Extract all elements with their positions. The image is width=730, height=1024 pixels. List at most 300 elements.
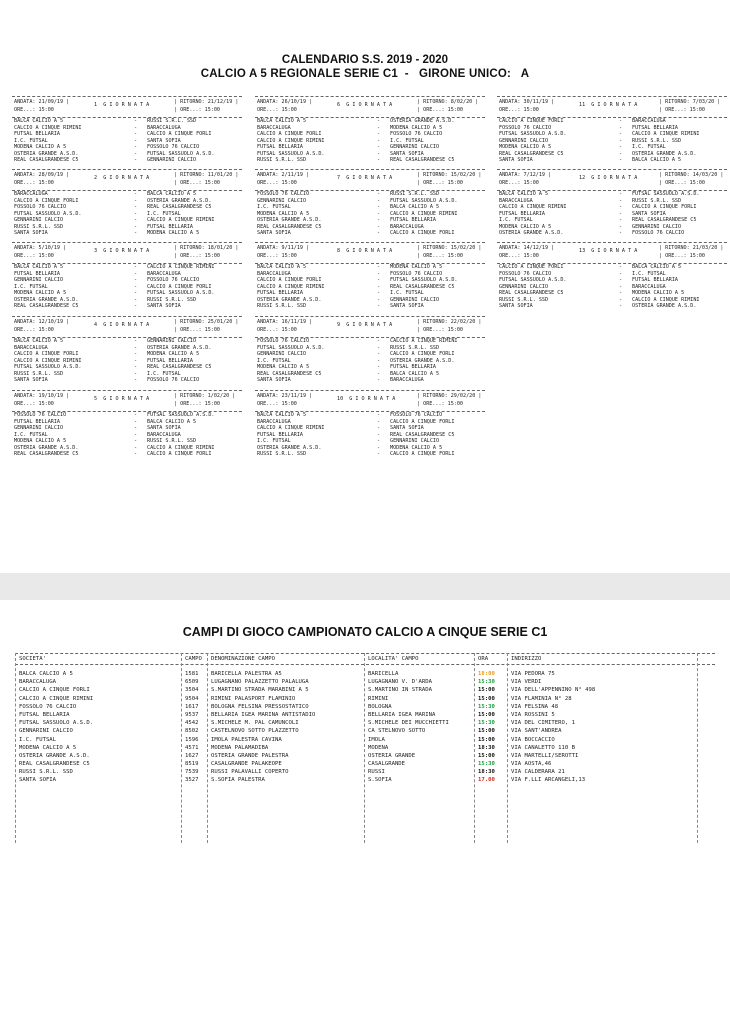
- away-team: FOSSOLO 76 CALCIO: [390, 412, 443, 418]
- home-team: REAL CASALGRANDESE C5: [499, 150, 564, 157]
- away-team: REAL CASALGRANDESE C5: [147, 364, 212, 370]
- column-divider: [364, 653, 365, 843]
- home-team: OSTERIA GRANDE A.S.D.: [14, 296, 79, 303]
- away-team: BARACCALUGA: [147, 431, 181, 438]
- away-team: BALCA CALCIO A 5: [390, 204, 440, 210]
- societa-cell: CALCIO A CINQUE RIMINI: [19, 695, 94, 702]
- match-row: [497, 157, 729, 164]
- match-dash: -: [134, 204, 138, 210]
- match-dash: -: [134, 283, 138, 290]
- match-dash: -: [134, 230, 138, 236]
- indirizzo-cell: VIA PEDORA 75: [511, 671, 555, 677]
- home-team: FOSSOLO 76 CALCIO: [257, 338, 310, 344]
- match-dash: -: [619, 204, 623, 210]
- match-list: [12, 118, 244, 164]
- indirizzo-cell: VIA FLAMINIA N° 28: [511, 695, 572, 702]
- localita-cell: CASALGRANDE: [368, 761, 406, 768]
- table-row: [15, 703, 715, 711]
- away-team: SANTA SOFIA: [147, 425, 181, 431]
- giornata-label: 10 G I O R N A T A: [337, 396, 396, 402]
- home-team: MODENA CALCIO A 5: [257, 364, 310, 370]
- round-block: [253, 169, 487, 241]
- ora-cell: 17.00: [478, 777, 495, 784]
- match-dash: -: [377, 124, 381, 131]
- away-team: BARACCALUGA: [632, 283, 666, 290]
- societa-cell: I.C. FUTSAL: [19, 736, 57, 743]
- away-team: RUSSI S.R.L. SSD: [390, 344, 440, 351]
- away-team: REAL CASALGRANDESE C5: [390, 283, 455, 290]
- match-dash: -: [134, 451, 138, 457]
- home-team: REAL CASALGRANDESE C5: [257, 223, 322, 230]
- table-header: [15, 653, 715, 665]
- campo-cell: 4542: [185, 720, 199, 727]
- away-team: FUTSAL BELLARIA: [632, 277, 679, 283]
- giornata-label: 11 G I O R N A T A: [579, 102, 638, 108]
- giornata-label: 4 G I O R N A T A: [94, 322, 150, 328]
- ritorno-time: | ORE...: 15:00: [659, 253, 706, 259]
- ritorno-date: | RITORNO: 8/02/20 |: [417, 99, 479, 105]
- campo-cell: 3504: [185, 687, 199, 694]
- ora-cell: 15:30: [478, 720, 495, 727]
- away-team: FUTSAL BELLARIA: [147, 357, 194, 364]
- home-team: OSTERIA GRANDE A.S.D.: [499, 230, 564, 236]
- home-team: OSTERIA GRANDE A.S.D.: [257, 444, 322, 451]
- denominazione-cell: S.SOFIA PALESTRA: [211, 777, 265, 784]
- home-team: GENNARINI CALCIO: [257, 197, 307, 204]
- home-team: BALCA CALCIO A 5: [257, 264, 307, 270]
- match-dash: -: [134, 150, 138, 157]
- localita-cell: S.SOFIA: [368, 777, 392, 784]
- round-header: [497, 242, 727, 264]
- home-team: FUTSAL BELLARIA: [257, 290, 304, 296]
- calendar-title: CALENDARIO S.S. 2019 - 2020: [281, 54, 449, 66]
- match-dash: -: [377, 191, 381, 197]
- societa-cell: FUTSAL SASSUOLO A.S.D.: [19, 720, 94, 727]
- home-team: FOSSOLO 76 CALCIO: [14, 412, 67, 418]
- away-team: REAL CASALGRANDESE C5: [390, 157, 455, 163]
- campo-cell: 9537: [185, 711, 199, 718]
- match-dash: -: [377, 144, 381, 150]
- andata-date: ANDATA: 21/09/19 |: [14, 99, 70, 105]
- table-row: [15, 695, 715, 703]
- away-team: RUSSI S.R.L. SSD: [147, 438, 197, 444]
- giornata-label: 6 G I O R N A T A: [337, 102, 393, 108]
- home-team: FUTSAL SASSUOLO A.S.D.: [257, 344, 325, 351]
- home-team: BALCA CALCIO A 5: [14, 338, 64, 344]
- denominazione-cell: BELLARIA IGEA MARINA ANTISTADIO: [211, 711, 316, 718]
- round-header: [255, 96, 485, 118]
- home-team: CALCIO A CINQUE RIMINI: [499, 204, 567, 210]
- match-dash: -: [134, 277, 138, 283]
- denominazione-cell: RUSSI PALAVALLI COPERTO: [211, 769, 289, 776]
- home-team: BARACCALUGA: [14, 344, 48, 351]
- round-header: [255, 169, 485, 191]
- away-team: REAL CASALGRANDESE C5: [147, 204, 212, 210]
- ritorno-date: | RITORNO: 1/02/20 |: [174, 393, 236, 399]
- away-team: BARACCALUGA: [632, 118, 666, 124]
- match-dash: -: [619, 283, 623, 290]
- table-body: [15, 670, 715, 785]
- giornata-label: 1 G I O R N A T A: [94, 102, 150, 108]
- round-header: [497, 169, 727, 191]
- andata-time: ORE...: 15:00: [257, 107, 297, 113]
- header-ora: ORA: [478, 656, 489, 662]
- match-dash: -: [619, 303, 623, 309]
- home-team: OSTERIA GRANDE A.S.D.: [14, 150, 79, 157]
- home-team: CALCIO A CINQUE RIMINI: [14, 124, 82, 131]
- round-block: [10, 96, 244, 168]
- societa-cell: RUSSI S.R.L. SSD: [19, 769, 73, 776]
- round-block: [495, 169, 729, 241]
- home-team: I.C. FUTSAL: [14, 431, 48, 438]
- home-team: I.C. FUTSAL: [257, 438, 291, 444]
- campo-cell: 4571: [185, 744, 199, 751]
- localita-cell: S.MICHELE DEI MUCCHIETTI: [368, 720, 449, 727]
- home-team: FUTSAL BELLARIA: [14, 418, 61, 425]
- home-team: REAL CASALGRANDESE C5: [14, 451, 79, 457]
- ora-cell: 15:00: [478, 728, 495, 735]
- andata-time: ORE...: 15:00: [14, 253, 54, 259]
- home-team: I.C. FUTSAL: [257, 357, 291, 364]
- fields-title: CAMPI DI GIOCO CAMPIONATO CALCIO A CINQUE SERIE C1: [182, 625, 548, 639]
- match-dash: -: [377, 296, 381, 303]
- away-team: FUTSAL SASSUOLO A.S.D.: [632, 191, 700, 197]
- societa-cell: GENNARINI CALCIO: [19, 728, 73, 735]
- match-list: [497, 264, 729, 310]
- home-team: SANTA SOFIA: [257, 230, 291, 236]
- away-team: OSTERIA GRANDE A.S.D.: [147, 197, 212, 204]
- table-row: [15, 760, 715, 768]
- campo-cell: 9504: [185, 695, 199, 702]
- round-block: [10, 316, 244, 388]
- match-dash: -: [377, 290, 381, 296]
- home-team: REAL CASALGRANDESE C5: [257, 370, 322, 377]
- campo-cell: 8519: [185, 761, 199, 768]
- away-team: BARACCALUGA: [147, 270, 181, 277]
- campo-cell: 1596: [185, 736, 199, 743]
- match-dash: -: [619, 210, 623, 217]
- away-team: FUTSAL BELLARIA: [632, 124, 679, 131]
- match-list: [497, 118, 729, 164]
- calendar-subtitle: CALCIO A 5 REGIONALE SERIE C1 - GIRONE UNICO: A: [200, 68, 530, 80]
- societa-cell: CALCIO A CINQUE FORLI: [19, 687, 90, 694]
- away-team: FOSSOLO 76 CALCIO: [632, 230, 685, 236]
- away-team: OSTERIA GRANDE A.S.D.: [632, 150, 697, 157]
- home-team: RUSSI S.R.L. SSD: [14, 370, 64, 377]
- societa-cell: BARACCALUGA: [19, 679, 57, 686]
- ritorno-date: | RITORNO: 21/12/19 |: [174, 99, 239, 105]
- match-list: [255, 264, 487, 310]
- denominazione-cell: MODENA PALAMADIBA: [211, 744, 269, 751]
- away-team: I.C. FUTSAL: [147, 210, 181, 217]
- away-team: I.C. FUTSAL: [632, 270, 666, 277]
- indirizzo-cell: VIA FELSINA 48: [511, 703, 559, 710]
- home-team: CALCIO A CINQUE FORLI: [499, 264, 564, 270]
- societa-cell: REAL CASALGRANDESE C5: [19, 761, 90, 768]
- match-dash: -: [377, 118, 381, 124]
- indirizzo-cell: VIA DELL'APPENNINO N° 498: [511, 687, 596, 694]
- table-row: [15, 744, 715, 752]
- away-team: MODENA CALCIO A 5: [147, 230, 200, 236]
- match-dash: -: [134, 210, 138, 217]
- match-dash: -: [619, 150, 623, 157]
- match-row: [497, 230, 729, 237]
- away-team: BALCA CALCIO A 5: [390, 370, 440, 377]
- away-team: CALCIO A CINQUE FORLI: [147, 451, 212, 457]
- home-team: CALCIO A CINQUE RIMINI: [257, 425, 325, 431]
- home-team: CALCIO A CINQUE FORLI: [499, 118, 564, 124]
- ritorno-date: | RITORNO: 22/02/20 |: [417, 319, 482, 325]
- match-row: [12, 303, 244, 310]
- home-team: MODENA CALCIO A 5: [257, 210, 310, 217]
- match-dash: -: [377, 277, 381, 283]
- denominazione-cell: OSTERIA GRANDE PALESTRA: [211, 752, 289, 759]
- away-team: MODENA CALCIO A 5: [390, 444, 443, 451]
- andata-time: ORE...: 15:00: [14, 180, 54, 186]
- away-team: SANTA SOFIA: [390, 425, 424, 431]
- ora-cell: 15:00: [478, 736, 495, 743]
- table-row: [15, 670, 715, 678]
- denominazione-cell: CASTELNOVO SOTTO PLAZZETTO: [211, 728, 299, 735]
- away-team: SANTA SOFIA: [390, 150, 424, 157]
- round-header: [12, 169, 242, 191]
- away-team: BARACCALUGA: [390, 223, 424, 230]
- away-team: OSTERIA GRANDE A.S.D.: [390, 118, 455, 124]
- match-dash: -: [619, 270, 623, 277]
- match-dash: -: [377, 370, 381, 377]
- fields-table: [15, 653, 715, 785]
- round-block: [10, 242, 244, 314]
- ora-cell: 15:00: [478, 752, 495, 759]
- home-team: FUTSAL BELLARIA: [257, 431, 304, 438]
- indirizzo-cell: VIA AOSTA,46: [511, 761, 552, 768]
- match-dash: -: [377, 344, 381, 351]
- ritorno-time: | ORE...: 15:00: [659, 180, 706, 186]
- andata-date: ANDATA: 19/10/19 |: [14, 393, 70, 399]
- denominazione-cell: CASALGRANDE PALAKEOPE: [211, 761, 282, 768]
- away-team: GENNARINI CALCIO: [390, 296, 440, 303]
- table-row: [15, 727, 715, 735]
- ritorno-date: | RITORNO: 18/01/20 |: [174, 245, 239, 251]
- home-team: BARACCALUGA: [499, 197, 533, 204]
- home-team: SANTA SOFIA: [499, 303, 533, 309]
- match-list: [255, 191, 487, 237]
- round-block: [495, 242, 729, 314]
- ritorno-date: | RITORNO: 15/02/20 |: [417, 172, 482, 178]
- ritorno-time: | ORE...: 15:00: [417, 401, 464, 407]
- home-team: REAL CASALGRANDESE C5: [14, 303, 79, 309]
- round-block: [253, 390, 487, 462]
- away-team: BALCA CALCIO A 5: [632, 264, 682, 270]
- round-header: [12, 96, 242, 118]
- societa-cell: FOSSOLO 76 CALCIO: [19, 703, 77, 710]
- away-team: OSTERIA GRANDE A.S.D.: [390, 357, 455, 364]
- away-team: GENNARINI CALCIO: [147, 157, 197, 163]
- round-header: [12, 390, 242, 412]
- away-team: I.C. FUTSAL: [632, 144, 666, 150]
- away-team: MODENA CALCIO A 5: [390, 124, 443, 131]
- match-row: [255, 230, 487, 237]
- ritorno-date: | RITORNO: 29/02/20 |: [417, 393, 482, 399]
- home-team: OSTERIA GRANDE A.S.D.: [257, 217, 322, 223]
- home-team: FUTSAL SASSUOLO A.S.D.: [257, 150, 325, 157]
- home-team: FOSSOLO 76 CALCIO: [499, 124, 552, 131]
- away-team: BALCA CALCIO A 5: [147, 418, 197, 425]
- match-dash: -: [377, 351, 381, 357]
- match-dash: -: [134, 270, 138, 277]
- table-row: [15, 686, 715, 694]
- match-dash: -: [134, 364, 138, 370]
- away-team: CALCIO A CINQUE RIMINI: [147, 444, 215, 451]
- campo-cell: 3527: [185, 777, 199, 784]
- match-dash: -: [134, 303, 138, 309]
- andata-date: ANDATA: 2/11/19 |: [257, 172, 310, 178]
- localita-cell: LUGAGNANO V. D'ARDA: [368, 679, 432, 686]
- match-dash: -: [619, 217, 623, 223]
- match-dash: -: [377, 204, 381, 210]
- away-team: FUTSAL BELLARIA: [390, 217, 437, 223]
- away-team: SANTA SOFIA: [147, 137, 181, 144]
- campo-cell: 8502: [185, 728, 199, 735]
- away-team: CALCIO A CINQUE RIMINI: [632, 296, 700, 303]
- match-dash: -: [619, 124, 623, 131]
- localita-cell: CA STELNOVO SOTTO: [368, 728, 426, 735]
- round-header: [255, 390, 485, 412]
- match-dash: -: [619, 223, 623, 230]
- round-block: [253, 96, 487, 168]
- away-team: MODENA CALCIO A 5: [390, 264, 443, 270]
- ora-cell: 15:30: [478, 761, 495, 768]
- home-team: I.C. FUTSAL: [14, 283, 48, 290]
- andata-time: ORE...: 15:00: [257, 180, 297, 186]
- andata-date: ANDATA: 26/10/19 |: [257, 99, 313, 105]
- home-team: FOSSOLO 76 CALCIO: [14, 204, 67, 210]
- away-team: BALCA CALCIO A 5: [632, 157, 682, 163]
- match-row: [497, 303, 729, 310]
- away-team: REAL CASALGRANDESE C5: [390, 431, 455, 438]
- andata-time: ORE...: 15:00: [14, 327, 54, 333]
- match-row: [12, 451, 244, 458]
- ritorno-time: | ORE...: 15:00: [174, 327, 221, 333]
- away-team: SANTA SOFIA: [632, 210, 666, 217]
- away-team: CALCIO A CINQUE FORLI: [390, 451, 455, 457]
- home-team: FUTSAL SASSUOLO A.S.D.: [499, 277, 567, 283]
- match-dash: -: [619, 230, 623, 236]
- campo-cell: 6509: [185, 679, 199, 686]
- away-team: BALCA CALCIO A 5: [147, 191, 197, 197]
- match-dash: -: [377, 364, 381, 370]
- away-team: FOSSOLO 76 CALCIO: [390, 131, 443, 137]
- round-block: [10, 390, 244, 462]
- giornata-label: 8 G I O R N A T A: [337, 248, 393, 254]
- away-team: FOSSOLO 76 CALCIO: [147, 377, 200, 383]
- away-team: FUTSAL SASSUOLO A.S.D.: [147, 412, 215, 418]
- match-dash: -: [377, 425, 381, 431]
- match-dash: -: [619, 264, 623, 270]
- round-block: [10, 169, 244, 241]
- home-team: CALCIO A CINQUE RIMINI: [257, 283, 325, 290]
- match-list: [255, 118, 487, 164]
- localita-cell: OSTERIA GRANDE: [368, 752, 416, 759]
- page-separator: [0, 573, 730, 600]
- home-team: MODENA CALCIO A 5: [14, 438, 67, 444]
- home-team: BALCA CALCIO A 5: [257, 412, 307, 418]
- away-team: CALCIO A CINQUE FORLI: [147, 283, 212, 290]
- round-header: [12, 242, 242, 264]
- away-team: GENNARINI CALCIO: [390, 438, 440, 444]
- away-team: RUSSI S.R.L. SSD: [147, 118, 197, 124]
- ora-cell: 15:00: [478, 711, 495, 718]
- match-list: [12, 412, 244, 458]
- match-dash: -: [619, 277, 623, 283]
- match-dash: -: [134, 344, 138, 351]
- home-team: REAL CASALGRANDESE C5: [14, 157, 79, 163]
- away-team: MODENA CALCIO A 5: [147, 351, 200, 357]
- home-team: FOSSOLO 76 CALCIO: [499, 270, 552, 277]
- round-header: [255, 242, 485, 264]
- match-dash: -: [134, 118, 138, 124]
- societa-cell: BALCA CALCIO A 5: [19, 671, 73, 677]
- ritorno-date: | RITORNO: 7/03/20 |: [659, 99, 721, 105]
- ritorno-time: | ORE...: 15:00: [174, 401, 221, 407]
- home-team: FUTSAL SASSUOLO A.S.D.: [499, 131, 567, 137]
- match-list: [255, 338, 487, 384]
- match-dash: -: [134, 137, 138, 144]
- match-dash: -: [377, 431, 381, 438]
- away-team: CALCIO A CINQUE RIMINI: [632, 131, 700, 137]
- away-team: BARACCALUGA: [390, 377, 424, 383]
- home-team: SANTA SOFIA: [14, 377, 48, 383]
- match-dash: -: [377, 418, 381, 425]
- andata-time: ORE...: 15:00: [257, 401, 297, 407]
- societa-cell: SANTA SOFIA: [19, 777, 57, 784]
- giornata-label: 13 G I O R N A T A: [579, 248, 638, 254]
- away-team: RUSSI S.R.L. SSD: [632, 137, 682, 144]
- match-dash: -: [134, 217, 138, 223]
- away-team: CALCIO A CINQUE FORLI: [147, 131, 212, 137]
- home-team: BARACCALUGA: [257, 270, 291, 277]
- table-row: [15, 711, 715, 719]
- societa-cell: FUTSAL BELLARIA: [19, 711, 70, 718]
- home-team: OSTERIA GRANDE A.S.D.: [257, 296, 322, 303]
- campo-cell: 1617: [185, 703, 199, 710]
- societa-cell: OSTERIA GRANDE A.S.D.: [19, 752, 90, 759]
- andata-date: ANDATA: 5/10/19 |: [14, 245, 67, 251]
- away-team: CALCIO A CINQUE FORLI: [390, 418, 455, 425]
- ritorno-date: | RITORNO: 25/01/20 |: [174, 319, 239, 325]
- indirizzo-cell: VIA ROSSINI 5: [511, 711, 555, 718]
- match-dash: -: [134, 444, 138, 451]
- home-team: RUSSI S.R.L. SSD: [257, 303, 307, 309]
- home-team: CALCIO A CINQUE FORLI: [257, 131, 322, 137]
- indirizzo-cell: VIA CANALETTO 110 B: [511, 744, 575, 751]
- match-list: [12, 338, 244, 384]
- match-dash: -: [134, 144, 138, 150]
- home-team: GENNARINI CALCIO: [14, 277, 64, 283]
- andata-time: ORE...: 15:00: [257, 253, 297, 259]
- ora-cell: 15:30: [478, 703, 495, 710]
- ora-cell: 15:30: [478, 679, 495, 686]
- match-dash: -: [134, 197, 138, 204]
- match-dash: -: [134, 425, 138, 431]
- match-dash: -: [134, 357, 138, 364]
- away-team: CALCIO A CINQUE RIMINI: [147, 217, 215, 223]
- ora-cell: 15:00: [478, 695, 495, 702]
- away-team: FOSSOLO 76 CALCIO: [147, 144, 200, 150]
- table-row: [15, 752, 715, 760]
- away-team: GENNARINI CALCIO: [632, 223, 682, 230]
- match-dash: -: [377, 264, 381, 270]
